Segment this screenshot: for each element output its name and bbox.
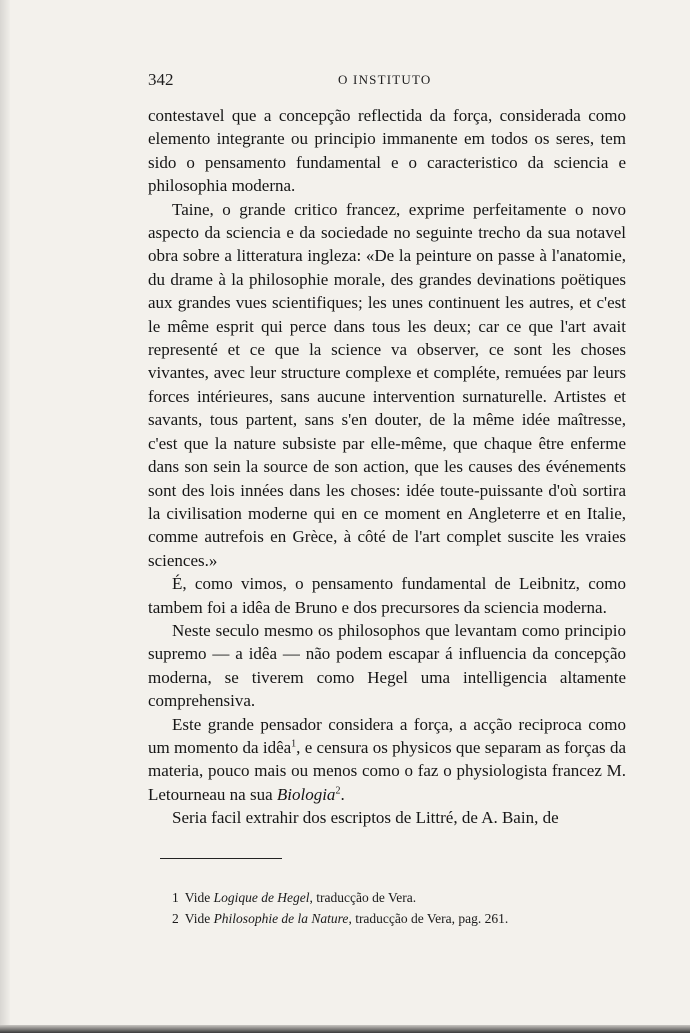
footnote-1-suffix: , traducção de Vera. <box>309 890 417 905</box>
footnote-mark-2[interactable]: 2 <box>335 785 341 797</box>
footnote-2-number: 2 <box>172 911 179 926</box>
page-number: 342 <box>148 70 174 89</box>
paragraph-4: Neste seculo mesmo os philosophos que levantam como principio supremo — a idêa — não podem escapar á influencia da concepção moderna, se tiverem como Hegel uma intelligencia altamente comprehensiva. <box>148 620 626 711</box>
paragraph-3: É, como vimos, o pensamento fundamental de Leibnitz, como tambem foi a idêa de Bruno e dos precursores da sciencia moderna. <box>148 574 626 617</box>
body-text <box>148 104 626 830</box>
footnote-2-title: Philosophie de la Nature <box>213 911 349 926</box>
biologia-title: Biologia <box>276 784 336 804</box>
paragraph-5-middle: , e censura os physicos que separam as forças da materia, pouco mais ou menos como o faz o physiologista francez M. Letourneau na sua <box>148 737 626 804</box>
footnote-1-number: 1 <box>172 890 179 905</box>
paragraph-5 <box>148 713 626 807</box>
page-binding-shadow <box>0 0 10 1033</box>
paragraph-2-taine-quote: Taine, o grande critico francez, exprime perfeitamente o novo aspecto da sciencia e da sociedade no seguinte trecho da sua notavel obra sobre a litteratura ingleza: «De la peinture on passe à l'anatomie, du drame à la philosophie morale, des grandes devinations poëtiques aux grandes vues scientifiques; les unes continuent les autres, et c'est le même esprit qui perce dans tous les deux; car ce que l'art avait representé et ce que la science va observer, ce sont les choses vivantes, avec leur structure complexe et compléte, remuées par leurs forces intérieures, sans aucune intervention surnaturelle. Artistes et savants, tous partent, sans s'en douter, de la même idée maîtresse, c'est que la nature subsiste par elle-même, que chaque être enferme dans son sein la source de son action, que les causes des événements sont des lois innées dans les choses: idée toute-puissante d'où sortira la civilisation moderne qui en ce moment en Angleterre et en Italie, comme autrefois en Grèce, à côté de l'art complet suscite les vraies sciences.» <box>148 199 626 570</box>
footnote-2-suffix: , traducção de Vera, pag. 261. <box>348 911 509 926</box>
paragraph-6: Seria facil extrahir dos escriptos de Littré, de A. Bain, de <box>172 808 559 828</box>
page-header <box>148 70 626 92</box>
footnote-1-title: Logique de Hegel <box>213 890 310 905</box>
footnote-2-prefix: Vide <box>184 911 211 926</box>
paragraph-1: contestavel que a concepção reflectida da força, considerada como elemento integrante ou principio immanente em todos os seres, tem sido o pensamento fundamental e o caracteristico da sciencia e philosophia moderna. <box>148 106 626 196</box>
footnote-1-prefix: Vide <box>184 890 211 905</box>
footnote-mark-1[interactable]: 1 <box>291 738 297 750</box>
running-title: O INSTITUTO <box>338 72 432 87</box>
footnote-1 <box>172 887 626 908</box>
footnote-divider <box>160 858 282 859</box>
paragraph-5-start: Este grande pensador considera a força, a acção reciproca como um momento da idêa <box>148 714 626 757</box>
paragraph-5-end: . <box>340 784 345 804</box>
page-bottom-edge <box>0 1025 690 1033</box>
footnotes <box>172 887 626 929</box>
footnote-2 <box>172 908 626 929</box>
